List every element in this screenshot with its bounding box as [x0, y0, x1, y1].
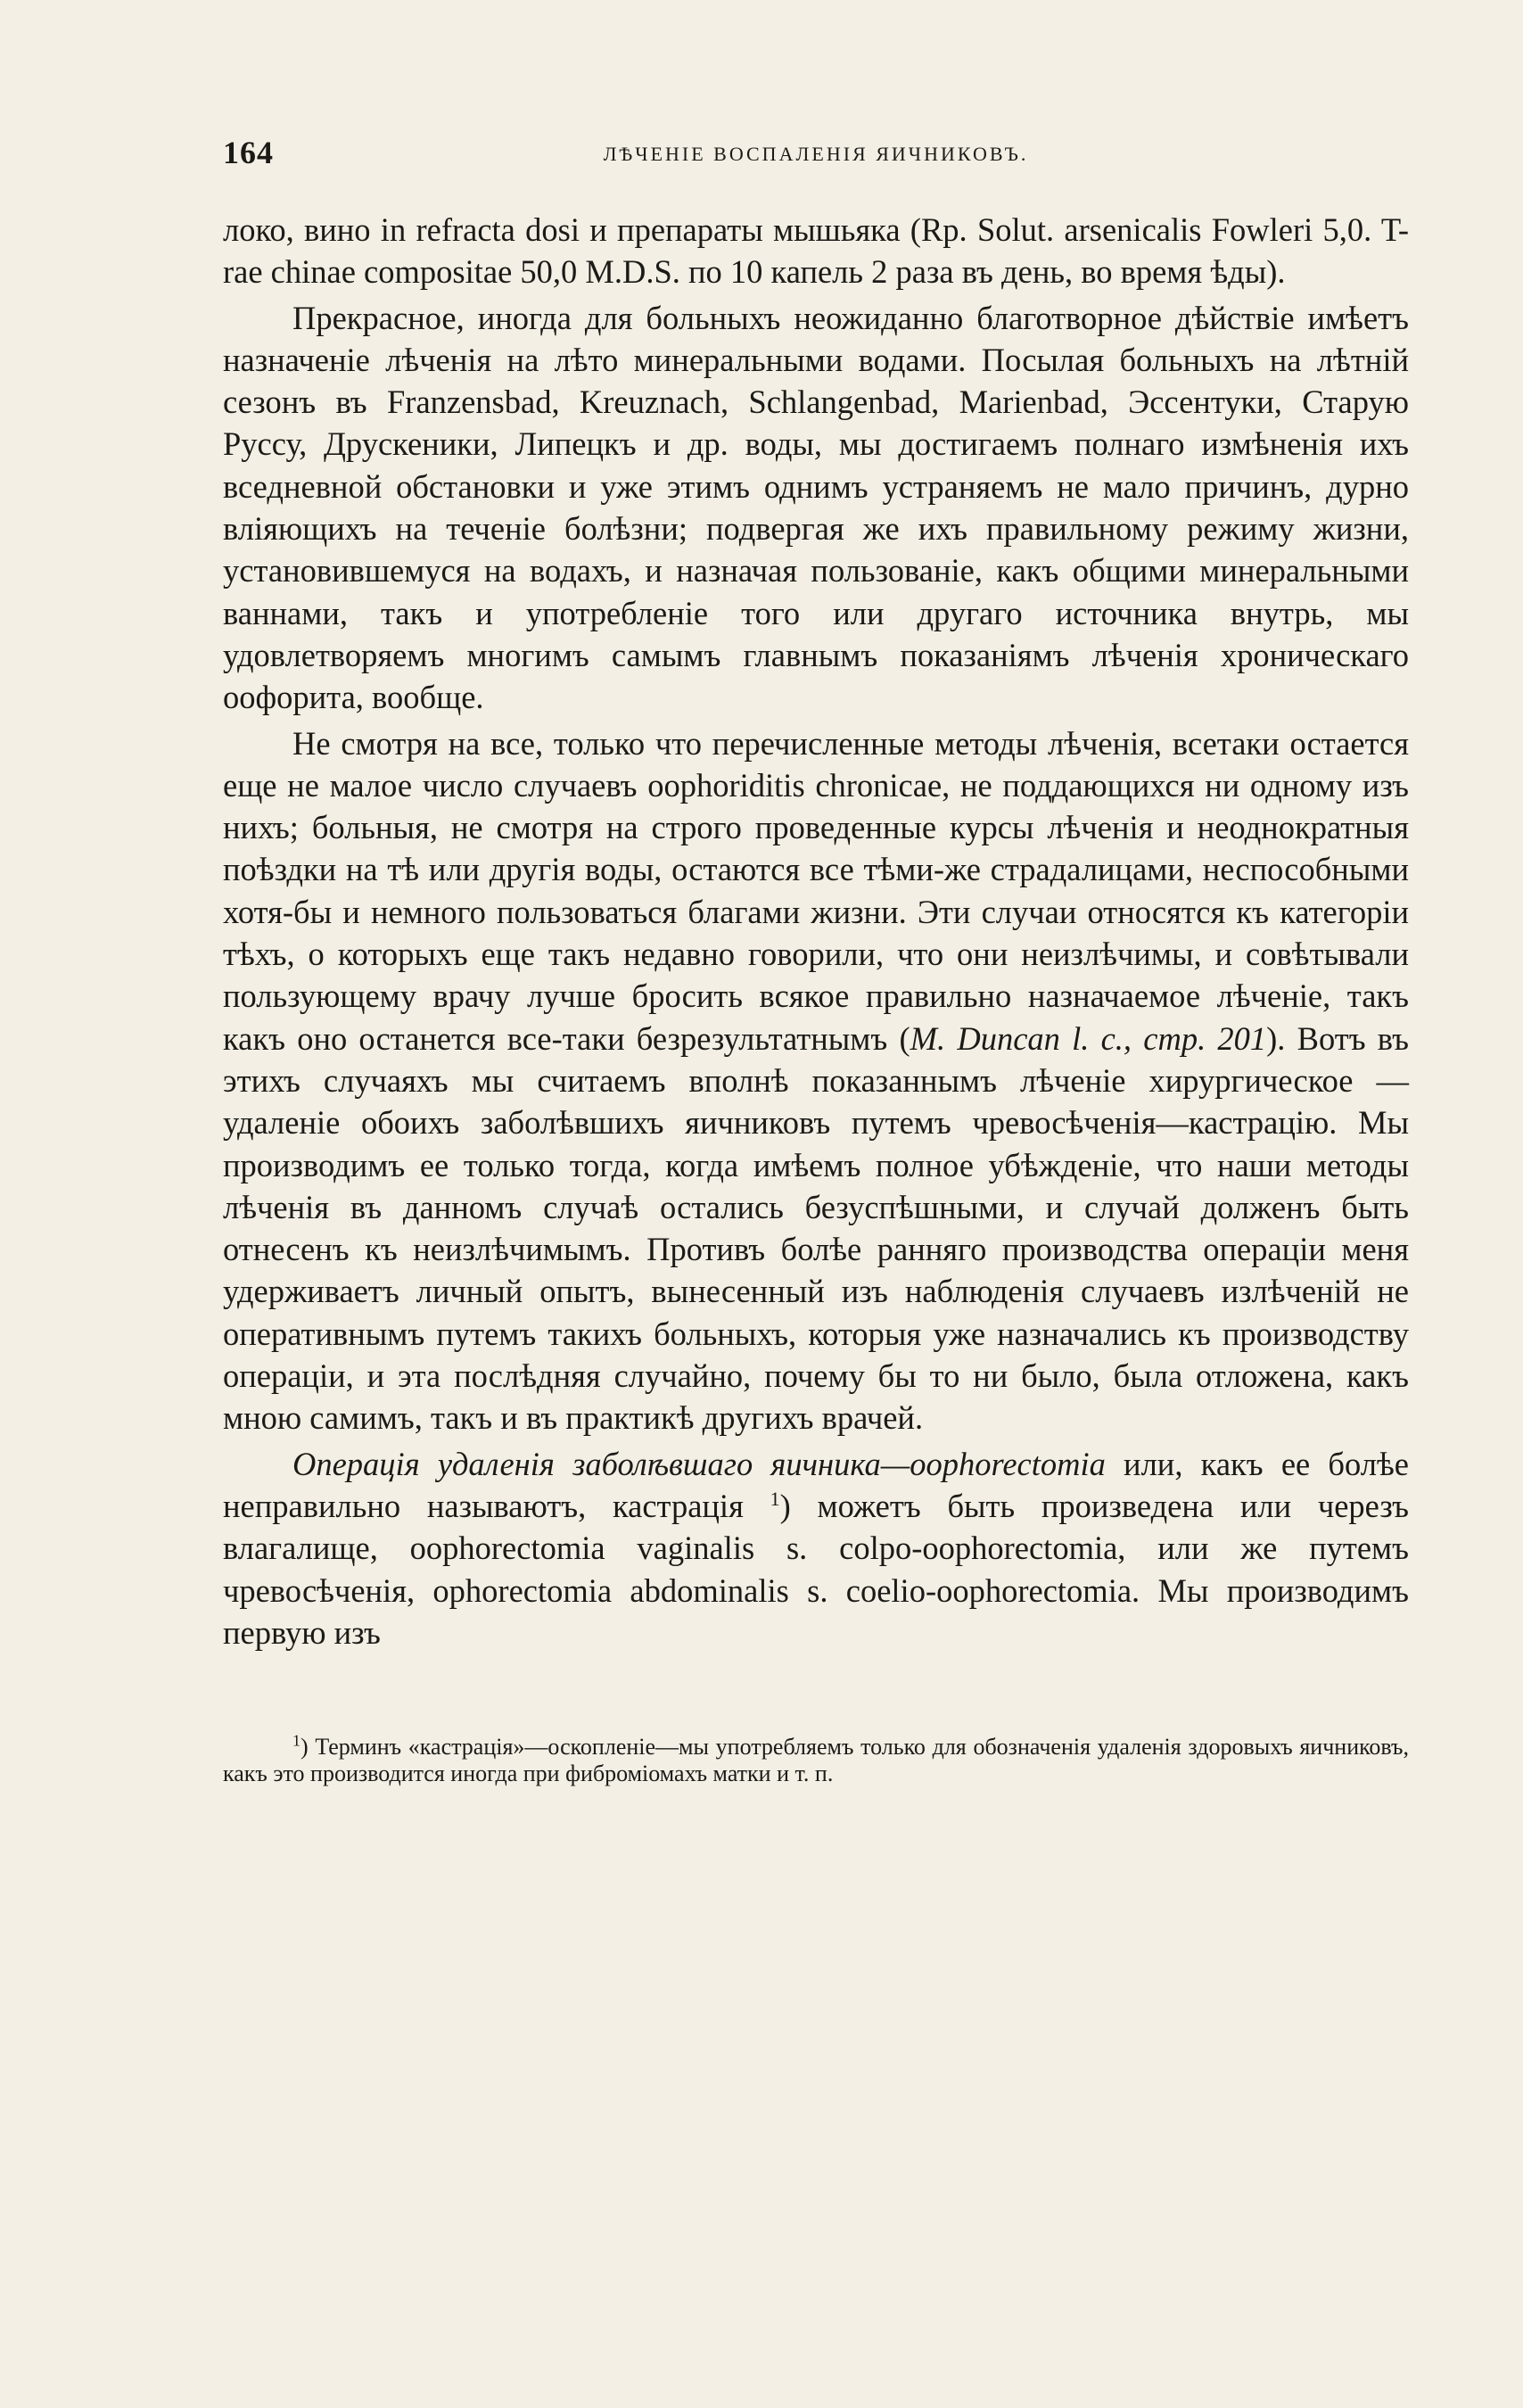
footnote: [223, 1731, 1409, 1787]
page-number: 164: [223, 135, 274, 170]
footnote-paragraph: [223, 1731, 1409, 1787]
citation: M. Duncan l. c., стр. 201: [910, 1019, 1267, 1057]
paragraph-3-text-b: ). Вотъ въ этихъ случаяхъ мы считаемъ вполнѣ показаннымъ лѣченіе хирургическое — удаленіе обоихъ заболѣвшихъ яичниковъ путемъ чревосѣченія—кастрацію. Мы производимъ ее только тогда, когда имѣемъ полное убѣжденіе, что наши методы лѣченія въ данномъ случаѣ остались безуспѣшными, и случай долженъ быть отнесенъ къ неизлѣчимымъ. Противъ болѣе ранняго производства операціи меня удерживаетъ личный опытъ, вынесенный изъ наблюденія случаевъ излѣченій не оперативнымъ путемъ такихъ больныхъ, которыя уже назначались къ производству операціи, и эта послѣдняя случайно, почему бы то ни было, была отложена, какъ мною самимъ, такъ и въ практикѣ другихъ врачей.: [223, 1019, 1409, 1437]
footnote-spacer: [223, 1653, 1409, 1734]
footnote-marker: 1: [292, 1731, 300, 1750]
paragraph-1: локо, вино in refracta dosi и препараты мышьяка (Rp. Solut. arsenicalis Fowleri 5,0. T-rae chinae compositae 50,0 M.D.S. по 10 капель 2 раза въ день, во время ѣды).: [223, 211, 1409, 291]
book-page: [223, 134, 1409, 1787]
paragraph-4-text-a: или, какъ ее болѣе неправильно называютъ, кастрація: [223, 1445, 1409, 1524]
paragraph-3-text-a: Не смотря на все, только что перечисленные методы лѣченія, всетаки остается еще не малое число случаевъ oophoriditis chronicae, не поддающихся ни одному изъ нихъ; больныя, не смотря на строго проведенные курсы лѣченія и неоднократныя поѣздки на тѣ или другія воды, остаются все тѣми-же страдалицами, неспособными хотя-бы и немного пользоваться благами жизни. Эти случаи относятся къ категоріи тѣхъ, о которыхъ еще такъ недавно говорили, что они неизлѣчимы, и совѣтывали пользующему врачу лучше бросить всякое правильно назначаемое лѣченіе, такъ какъ оно останется все-таки безрезультатнымъ (: [223, 724, 1409, 1057]
footnote-text: ) Терминъ «кастрація»—оскопленіе—мы употребляемъ только для обозначенія удаленія здоровыхъ яичниковъ, какъ это производится иногда при фиброміомахъ матки и т. п.: [223, 1734, 1409, 1787]
paragraph-4: [223, 1443, 1409, 1653]
page-header: [223, 134, 1409, 178]
section-lead-italic: Операція удаленія заболѣвшаго яичника—oophorectomia: [292, 1445, 1106, 1482]
paragraph-4-text-b: ) можетъ быть произведена или черезъ влагалище, oophorectomia vaginalis s. colpo-oophorectomia, или же путемъ чревосѣченія, ophorectomia abdominalis s. coelio-oophorectomia. Мы производимъ первую изъ: [223, 1487, 1409, 1651]
paragraph-3: [223, 722, 1409, 1439]
paragraph-2: Прекрасное, иногда для больныхъ неожиданно благотворное дѣйствіе имѣетъ назначеніе лѣченія на лѣто минеральными водами. Посылая больныхъ на лѣтній сезонъ въ Franzensbad, Kreuznach, Schlangenbad, Marienbad, Эссентуки, Старую Руссу, Друскеники, Липецкъ и др. воды, мы достигаемъ полнаго измѣненія ихъ вседневной обстановки и уже этимъ однимъ устраняемъ не мало причинъ, дурно вліяющихъ на теченіе болѣзни; подвергая же ихъ правильному режиму жизни, установившемуся на водахъ, и назначая пользованіе, какъ общими минеральными ваннами, такъ и употребленіе того или другаго источника внутрь, мы удовлетворяемъ многимъ самымъ главнымъ показаніямъ лѣченія хроническаго оофорита, вообще.: [223, 299, 1409, 716]
running-head: ЛѢЧЕНІЕ ВОСПАЛЕНІЯ ЯИЧНИКОВЪ.: [603, 143, 1029, 165]
footnote-reference: 1: [770, 1487, 780, 1510]
body-text: [223, 209, 1409, 1653]
